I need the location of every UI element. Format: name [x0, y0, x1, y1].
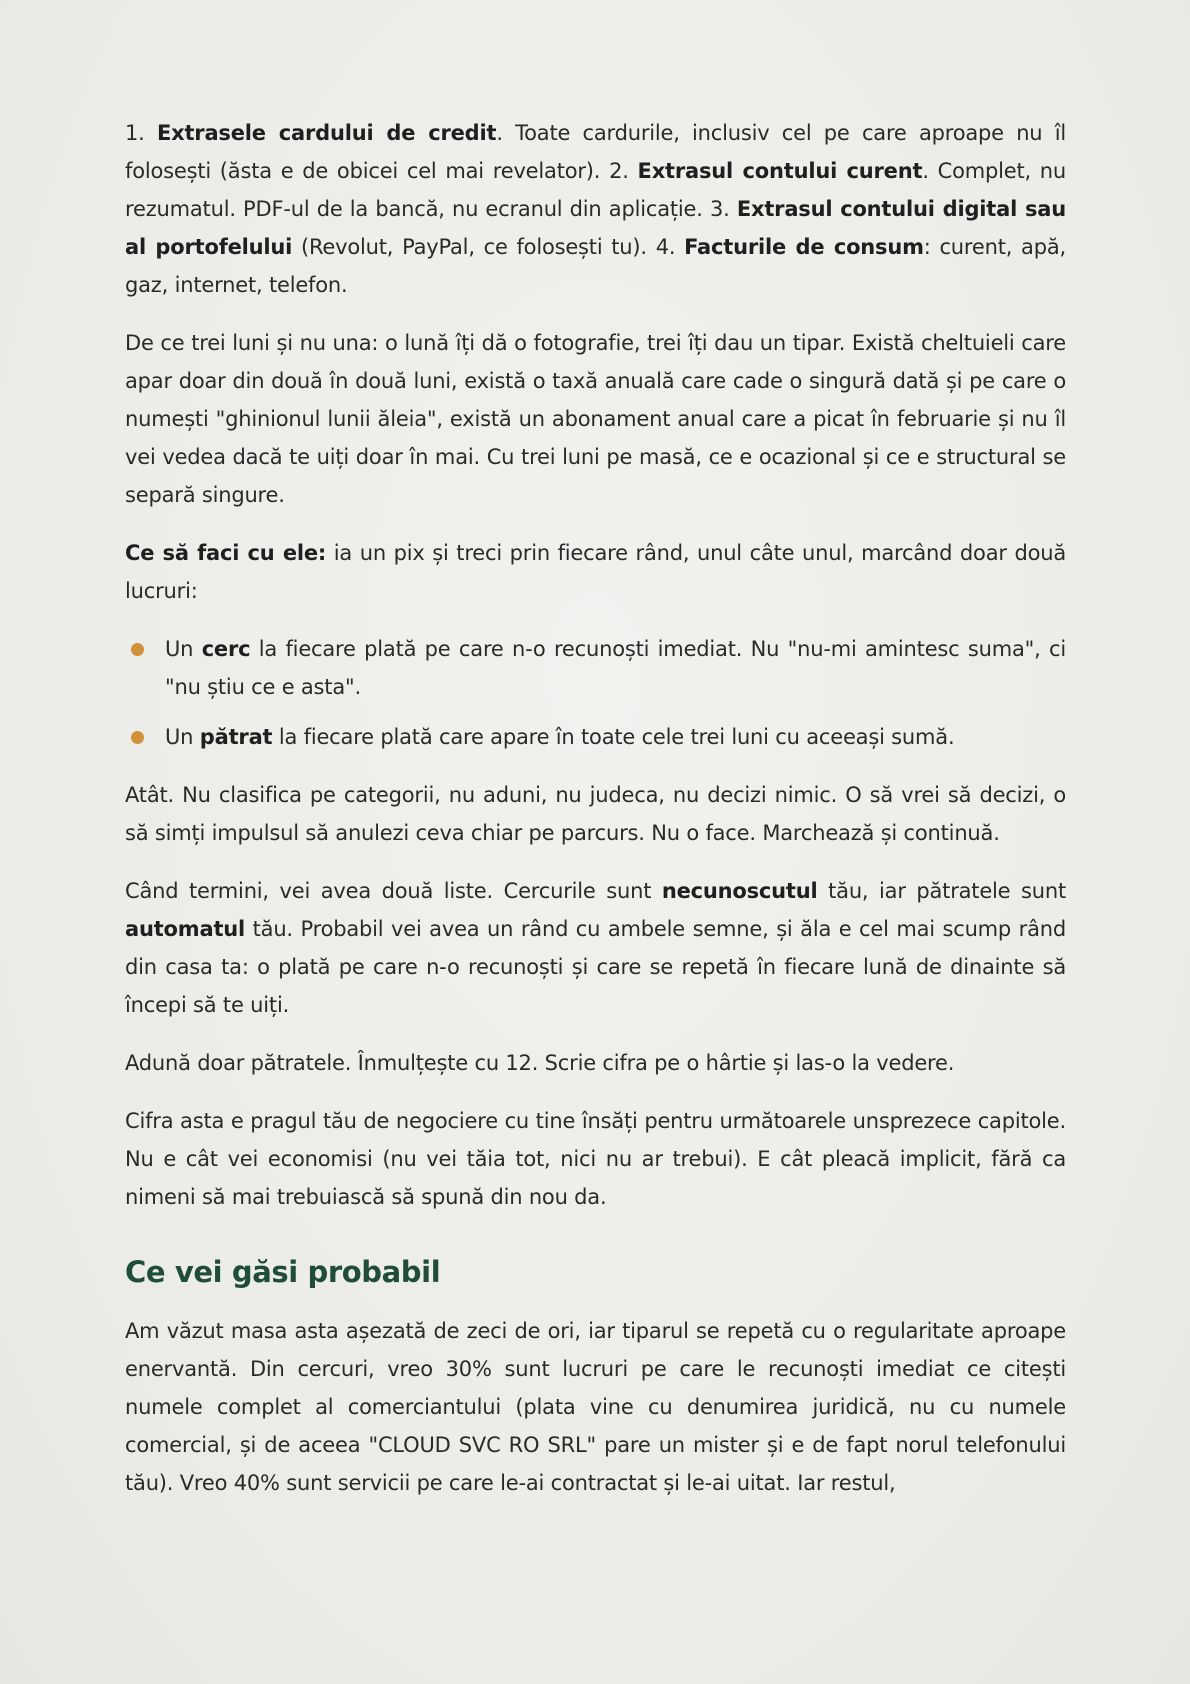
paragraph-three-months: De ce trei luni și nu una: o lună îți dă o fotografie, trei îți dau un tipar. Există cheltuieli care apar doar din două în două luni, există o taxă anuală care cade o singură dată și pe care o numești "ghinionul lunii ăleia", există un abonament anual care a picat în februarie și nu îl vei vedea dacă te uiți doar în mai. Cu trei luni pe masă, ce e ocazional și ce e structural se separă singure.: [125, 331, 1066, 507]
bold-text: Extrasele cardului de credit: [156, 121, 497, 145]
text: tău. Probabil vei avea un rând cu ambele semne, și ăla e cel mai scump rând din casa ta: o plată pe care n-o recunoști și care se repetă în fiecare lună de dinainte să începi să te uiți.: [125, 917, 1066, 1017]
text: la fiecare plată care apare în toate cele trei luni cu aceeași sumă.: [272, 725, 955, 749]
bullet-dot-icon: [131, 643, 144, 656]
text: Un: [165, 725, 200, 749]
bold-text: cerc: [201, 637, 251, 661]
text: tău, iar pătratele sunt: [817, 879, 1067, 903]
section-heading: Ce vei găsi probabil: [125, 1255, 441, 1289]
text: : curent, apă, gaz, internet, telefon.: [125, 235, 1066, 297]
text: ia un pix și treci prin fiecare rând, unul câte unul, marcând doar două lucruri:: [125, 541, 1067, 603]
paragraph-what-you-find: Am văzut masa asta așezată de zeci de ori, iar tiparul se repetă cu o regularitate aproape enervantă. Din cercuri, vreo 30% sunt lucruri pe care le recunoști imediat ce citești numele complet al comerciantului (plata vine cu denumirea juridică, nu cu numele comercial, și de aceea "CLOUD SVC RO SRL" pare un mister și e de fapt norul telefonului tău). Vreo 40% sunt servicii pe care le-ai contractat și le-ai uitat. Iar restul,: [125, 1319, 1066, 1495]
bold-text: automatul: [125, 917, 246, 941]
bold-text: Extrasul contului curent: [637, 159, 923, 183]
paragraph-sum-squares: Adună doar pătratele. Înmulțește cu 12. Scrie cifra pe o hârtie și las-o la vedere.: [125, 1051, 955, 1075]
text: Când termini, vei avea două liste. Cercurile sunt: [125, 879, 662, 903]
list-item: [125, 718, 1066, 756]
paragraph-documents-list: [125, 114, 1066, 304]
bold-text: pătrat: [199, 725, 273, 749]
bold-text: Facturile de consum: [684, 235, 924, 259]
bullet-dot-icon: [131, 731, 144, 744]
text: (Revolut, PayPal, ce folosești tu). 4.: [292, 235, 685, 259]
bold-text: Ce să faci cu ele:: [125, 541, 327, 565]
paragraph-threshold: Cifra asta e pragul tău de negociere cu tine însăți pentru următoarele unsprezece capitole. Nu e cât vei economisi (nu vei tăia tot, nici nu ar trebui). E cât pleacă implicit, fără ca nimeni să mai trebuiască să spună din nou da.: [125, 1109, 1066, 1209]
list-item: [125, 630, 1066, 706]
text: 1.: [125, 121, 157, 145]
paragraph-what-to-do: [125, 534, 1066, 610]
bold-text: necunoscutul: [661, 879, 818, 903]
page-content: [125, 114, 1066, 1522]
text: . Toate cardurile, inclusiv cel pe care aproape nu îl folosești (ăsta e de obicei cel mai revelator). 2.: [125, 121, 1066, 183]
text: Un: [165, 637, 202, 661]
marking-list: [125, 630, 1066, 756]
bold-text: Extrasul contului digital sau al portofelului: [125, 197, 1066, 259]
paragraph-two-lists: [125, 872, 1066, 1024]
text: la fiecare plată pe care n-o recunoști imediat. Nu "nu-mi amintesc suma", ci "nu știu ce e asta".: [165, 637, 1066, 699]
text: . Complet, nu rezumatul. PDF-ul de la bancă, nu ecranul din aplicație. 3.: [125, 159, 1066, 221]
paragraph-that-is-all: Atât. Nu clasifica pe categorii, nu aduni, nu judeca, nu decizi nimic. O să vrei să decizi, o să simți impulsul să anulezi ceva chiar pe parcurs. Nu o face. Marchează și continuă.: [125, 783, 1066, 845]
